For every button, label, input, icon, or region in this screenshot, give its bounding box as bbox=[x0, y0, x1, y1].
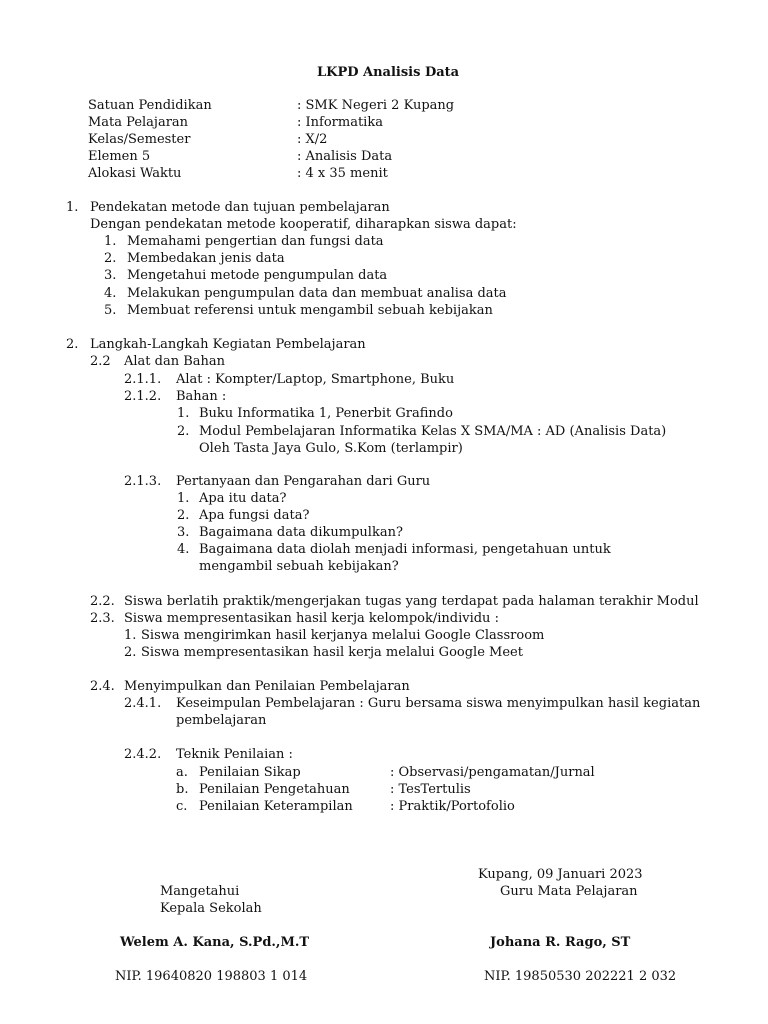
principal-title: Kepala Sekolah bbox=[160, 901, 262, 916]
presentation-number: 1. bbox=[124, 628, 137, 643]
assessment-label: Penilaian Keterampilan bbox=[199, 799, 353, 814]
identity-label-subject: Mata Pelajaran bbox=[88, 115, 189, 130]
question-number: 4. bbox=[177, 542, 190, 557]
question-text: Bagaimana data dikumpulkan? bbox=[199, 525, 403, 540]
identity-value-time: : 4 x 35 menit bbox=[297, 166, 388, 181]
objective-number: 5. bbox=[104, 303, 117, 318]
assessment-label: Penilaian Pengetahuan bbox=[199, 782, 350, 797]
subsection-number: 2.1.2. bbox=[124, 389, 162, 404]
presentation-text: Siswa mengirimkan hasil kerjanya melalui Google Classroom bbox=[141, 628, 545, 643]
objective-number: 2. bbox=[104, 251, 117, 266]
objective-text: Melakukan pengumpulan data dan membuat analisa data bbox=[127, 286, 507, 301]
identity-label-school: Satuan Pendidikan bbox=[88, 98, 212, 113]
practice-text: Siswa berlatih praktik/mengerjakan tugas yang terdapat pada halaman terakhir Modul bbox=[124, 594, 699, 609]
assessment-heading: Teknik Penilaian : bbox=[176, 747, 293, 762]
objective-text: Mengetahui metode pengumpulan data bbox=[127, 268, 388, 283]
identity-label-time: Alokasi Waktu bbox=[88, 166, 182, 181]
conclusion-text-continued: pembelajaran bbox=[176, 713, 267, 728]
questions-heading: Pertanyaan dan Pengarahan dari Guru bbox=[176, 474, 431, 489]
objective-text: Memahami pengertian dan fungsi data bbox=[127, 234, 384, 249]
section-1-number: 1. bbox=[66, 200, 79, 215]
question-number: 3. bbox=[177, 525, 190, 540]
question-text: Bagaimana data diolah menjadi informasi, pengetahuan untuk bbox=[199, 542, 611, 557]
subsection-number: 2.4. bbox=[90, 679, 115, 694]
place-date: Kupang, 09 Januari 2023 bbox=[478, 867, 643, 882]
assessment-letter: a. bbox=[176, 765, 188, 780]
conclusion-text: Keseimpulan Pembelajaran : Guru bersama siswa menyimpulkan hasil kegiatan bbox=[176, 696, 701, 711]
question-text: Apa fungsi data? bbox=[199, 508, 310, 523]
subsection-heading: Alat dan Bahan bbox=[124, 354, 226, 369]
section-1-heading: Pendekatan metode dan tujuan pembelajaran bbox=[90, 200, 390, 215]
subsection-number: 2.3. bbox=[90, 611, 115, 626]
presentation-number: 2. bbox=[124, 645, 137, 660]
objective-text: Membuat referensi untuk mengambil sebuah kebijakan bbox=[127, 303, 493, 318]
identity-value-class: : X/2 bbox=[297, 132, 328, 147]
identity-label-element: Elemen 5 bbox=[88, 149, 151, 164]
question-number: 1. bbox=[177, 491, 190, 506]
assessment-value: : TesTertulis bbox=[390, 782, 471, 797]
acknowledged-label: Mangetahui bbox=[160, 884, 240, 899]
page-title: LKPD Analisis Data bbox=[317, 65, 460, 80]
section-2-number: 2. bbox=[66, 337, 79, 352]
material-text-continued: Oleh Tasta Jaya Gulo, S.Kom (terlampir) bbox=[199, 441, 463, 456]
material-text: Buku Informatika 1, Penerbit Grafindo bbox=[199, 406, 453, 421]
subsection-number: 2.1.3. bbox=[124, 474, 162, 489]
question-number: 2. bbox=[177, 508, 190, 523]
presentation-text: Siswa mempresentasikan hasil kerja melalui Google Meet bbox=[141, 645, 523, 660]
material-number: 2. bbox=[177, 424, 190, 439]
section-2-heading: Langkah-Langkah Kegiatan Pembelajaran bbox=[90, 337, 366, 352]
identity-label-class: Kelas/Semester bbox=[88, 132, 191, 147]
assessment-value: : Observasi/pengamatan/Jurnal bbox=[390, 765, 595, 780]
objective-number: 3. bbox=[104, 268, 117, 283]
material-text: Modul Pembelajaran Informatika Kelas X SMA/MA : AD (Analisis Data) bbox=[199, 424, 667, 439]
principal-nip: NIP. 19640820 198803 1 014 bbox=[115, 969, 308, 984]
identity-value-element: : Analisis Data bbox=[297, 149, 393, 164]
teacher-nip: NIP. 19850530 202221 2 032 bbox=[484, 969, 677, 984]
subsection-number: 2.4.1. bbox=[124, 696, 162, 711]
objective-text: Membedakan jenis data bbox=[127, 251, 285, 266]
presentation-heading: Siswa mempresentasikan hasil kerja kelompok/individu : bbox=[124, 611, 499, 626]
question-text-continued: mengambil sebuah kebijakan? bbox=[199, 559, 399, 574]
assessment-letter: c. bbox=[176, 799, 188, 814]
question-text: Apa itu data? bbox=[199, 491, 287, 506]
conclusion-heading: Menyimpulkan dan Penilaian Pembelajaran bbox=[124, 679, 410, 694]
tools-text: Alat : Kompter/Laptop, Smartphone, Buku bbox=[176, 372, 455, 387]
teacher-title: Guru Mata Pelajaran bbox=[500, 884, 638, 899]
identity-value-school: : SMK Negeri 2 Kupang bbox=[297, 98, 455, 113]
section-1-intro: Dengan pendekatan metode kooperatif, diharapkan siswa dapat: bbox=[90, 217, 517, 232]
principal-name: Welem A. Kana, S.Pd.,M.T bbox=[120, 935, 310, 950]
subsection-number: 2.2. bbox=[90, 594, 115, 609]
material-number: 1. bbox=[177, 406, 190, 421]
objective-number: 1. bbox=[104, 234, 117, 249]
assessment-letter: b. bbox=[176, 782, 189, 797]
subsection-number: 2.4.2. bbox=[124, 747, 162, 762]
subsection-number: 2.2 bbox=[90, 354, 111, 369]
materials-heading: Bahan : bbox=[176, 389, 227, 404]
identity-value-subject: : Informatika bbox=[297, 115, 383, 130]
teacher-name: Johana R. Rago, ST bbox=[490, 935, 631, 950]
subsection-number: 2.1.1. bbox=[124, 372, 162, 387]
assessment-value: : Praktik/Portofolio bbox=[390, 799, 515, 814]
assessment-label: Penilaian Sikap bbox=[199, 765, 301, 780]
objective-number: 4. bbox=[104, 286, 117, 301]
